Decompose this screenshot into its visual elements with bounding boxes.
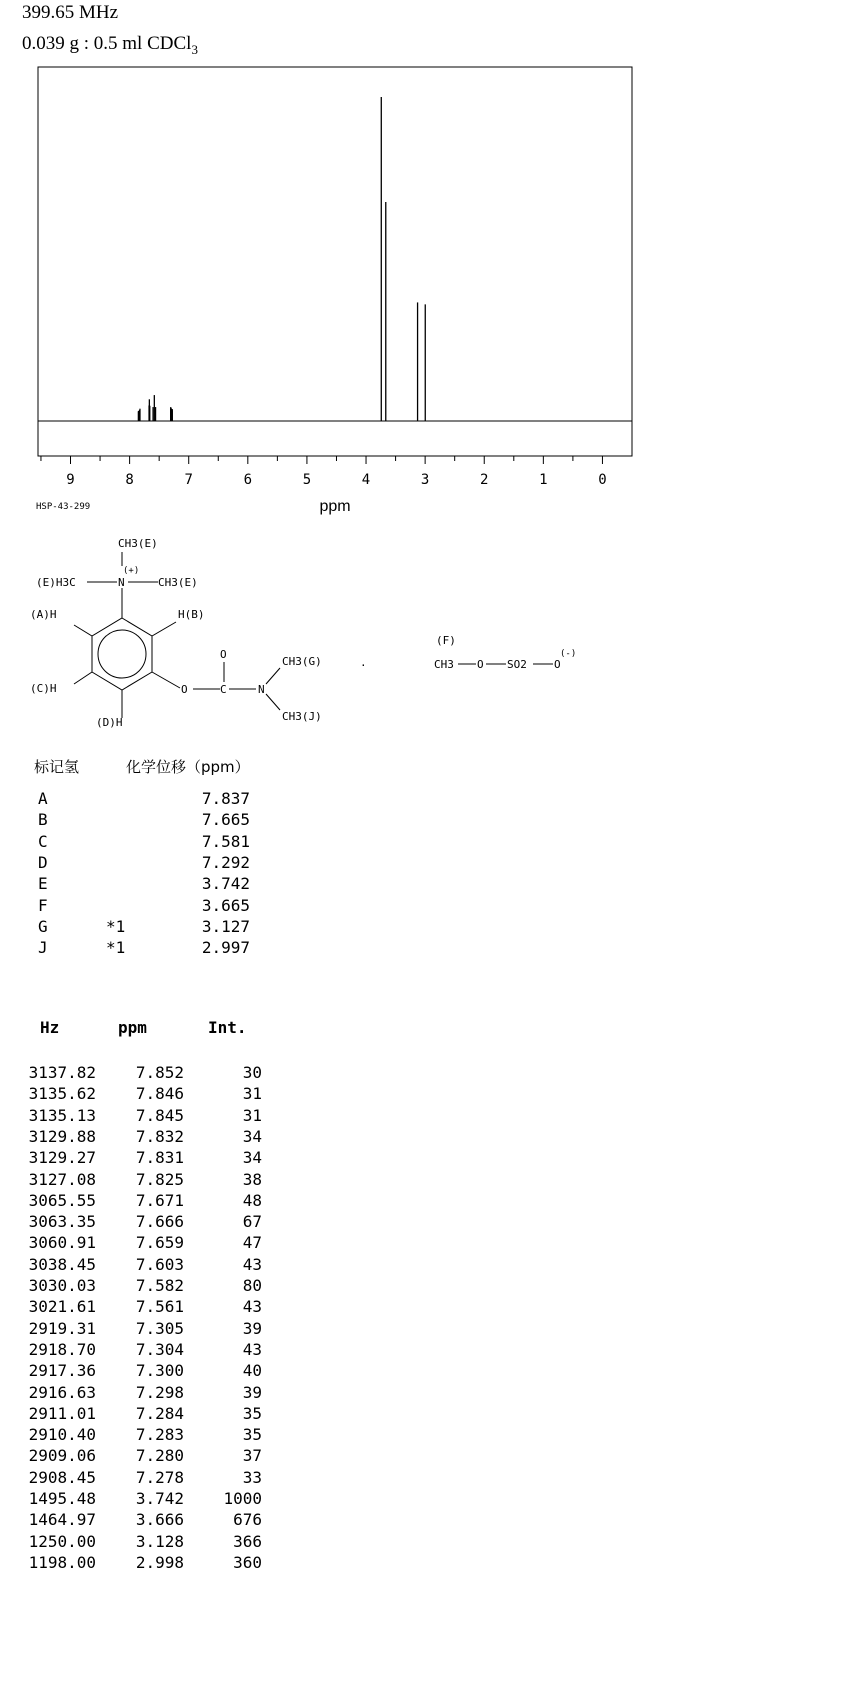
peak-int: 31 xyxy=(242,1084,262,1104)
peak-int: 80 xyxy=(242,1276,262,1295)
peak-row xyxy=(0,1296,280,1317)
assignment-ppm: 7.837 xyxy=(201,789,250,808)
peak-ppm: 7.304 xyxy=(135,1339,184,1359)
x-tick-label: 5 xyxy=(302,472,312,488)
peak-ppm: 7.831 xyxy=(135,1148,184,1168)
peak-hz: 3129.88 xyxy=(28,1126,96,1146)
peak-int: 47 xyxy=(242,1233,262,1253)
assignment-row xyxy=(0,831,300,852)
label-h-b: H(B) xyxy=(178,608,205,621)
assignment-label: B xyxy=(38,810,48,830)
peak-int: 360 xyxy=(233,1552,262,1572)
peak-int: 1000 xyxy=(223,1489,262,1508)
x-tick-label: 9 xyxy=(66,472,75,488)
peak-row xyxy=(0,1488,280,1509)
peak-row xyxy=(0,1083,280,1104)
assignment-ppm: 7.581 xyxy=(201,831,250,851)
assignment-row xyxy=(0,852,300,873)
peak-hz: 2916.63 xyxy=(28,1382,96,1402)
x-tick-label: 7 xyxy=(184,472,193,488)
assignment-row xyxy=(0,895,300,916)
peak-ppm: 7.852 xyxy=(135,1063,184,1082)
peak-ppm: 7.659 xyxy=(135,1233,184,1253)
assignment-ppm: 7.665 xyxy=(201,810,250,830)
label-h-a: (A)H xyxy=(30,608,57,621)
label-ch3-top: CH3(E) xyxy=(118,537,158,550)
peak-hz: 1495.48 xyxy=(28,1489,96,1508)
assignment-row xyxy=(0,873,300,894)
peak-row xyxy=(0,1403,280,1424)
peak-hz: 3063.35 xyxy=(28,1212,96,1232)
peak-int: 366 xyxy=(233,1531,262,1551)
peak-hz: 3065.55 xyxy=(28,1190,96,1210)
peak-int: 30 xyxy=(242,1063,262,1082)
peak-hz: 3060.91 xyxy=(28,1233,96,1253)
peak-int: 38 xyxy=(242,1169,262,1189)
peak-row xyxy=(0,1105,280,1126)
assignment-label: C xyxy=(38,831,48,851)
x-axis-label: ppm xyxy=(319,498,351,515)
peak-ppm: 7.603 xyxy=(135,1254,184,1274)
peak-ppm: 7.280 xyxy=(135,1446,184,1466)
peak-hz: 1250.00 xyxy=(28,1531,96,1551)
benzene-ring xyxy=(92,618,152,690)
x-tick-label: 8 xyxy=(125,472,134,488)
assignment-row xyxy=(0,788,300,809)
label-mesyl-so2: SO2 xyxy=(507,658,527,671)
peak-int: 37 xyxy=(242,1446,262,1466)
peak-row xyxy=(0,1169,280,1190)
peak-ppm: 7.846 xyxy=(135,1084,184,1104)
assignment-header-shift: 化学位移（ppm） xyxy=(126,758,250,776)
peak-row xyxy=(0,1424,280,1445)
peak-ppm: 7.305 xyxy=(135,1318,184,1338)
peak-hz: 3127.08 xyxy=(28,1169,96,1189)
label-h-d: (D)H xyxy=(96,716,123,729)
peak-int: 39 xyxy=(242,1318,262,1338)
peak-header-hz: Hz xyxy=(40,1018,60,1037)
assignment-ppm: 7.292 xyxy=(201,852,250,872)
label-n-charge: (+) xyxy=(123,566,140,576)
assignment-ppm: 3.742 xyxy=(201,874,250,894)
peak-hz: 3129.27 xyxy=(28,1148,96,1168)
label-o-ester: O xyxy=(181,683,188,696)
peak-int: 34 xyxy=(242,1126,262,1146)
peak-row xyxy=(0,1552,280,1573)
label-ch3-right: CH3(E) xyxy=(158,576,198,589)
assignment-note: *1 xyxy=(106,916,126,936)
peak-header-int: Int. xyxy=(208,1018,247,1037)
structure-bonds xyxy=(74,552,553,718)
x-tick-label: 3 xyxy=(420,472,430,488)
peak-row xyxy=(0,1232,280,1253)
assignment-ppm: 3.665 xyxy=(201,895,250,915)
peak-ppm: 7.561 xyxy=(135,1297,184,1317)
peak-row xyxy=(0,1382,280,1403)
peak-ppm: 3.742 xyxy=(135,1489,184,1508)
peak-hz: 2917.36 xyxy=(28,1361,96,1381)
peak-int: 40 xyxy=(242,1361,262,1381)
x-tick-label: 2 xyxy=(480,472,489,488)
peak-hz: 2919.31 xyxy=(28,1318,96,1338)
frequency-label: 399.65 MHz xyxy=(22,2,119,23)
x-tick-label: 6 xyxy=(243,472,253,488)
bond-ring-o xyxy=(152,672,180,688)
peak-row xyxy=(0,1275,280,1296)
peak-int: 676 xyxy=(233,1510,262,1530)
bond-ring-hb xyxy=(152,622,176,636)
label-n-amide: N xyxy=(258,683,265,696)
chemical-structure xyxy=(0,0,850,760)
peak-hz: 2909.06 xyxy=(28,1446,96,1466)
sample-label-subscript: 3 xyxy=(191,41,198,57)
peak-hz: 3135.62 xyxy=(28,1084,96,1104)
aromatic-circle xyxy=(98,630,146,678)
assignment-header-h: 标记氢 xyxy=(34,758,80,776)
peak-ppm: 7.283 xyxy=(135,1425,184,1445)
peak-row xyxy=(0,1445,280,1466)
peak-row xyxy=(0,1254,280,1275)
peak-int: 35 xyxy=(242,1403,262,1423)
peak-int: 39 xyxy=(242,1382,262,1402)
assignment-ppm: 2.997 xyxy=(201,938,250,958)
peak-row xyxy=(0,1190,280,1211)
peak-hz: 3137.82 xyxy=(28,1063,96,1082)
label-h-c: (C)H xyxy=(30,682,57,695)
assignment-label: A xyxy=(38,789,48,808)
peak-ppm: 7.671 xyxy=(135,1190,184,1210)
label-ch3-j: CH3(J) xyxy=(282,710,322,723)
peak-int: 31 xyxy=(242,1105,262,1125)
peak-int: 67 xyxy=(242,1212,262,1232)
assignment-label: G xyxy=(38,916,48,936)
peak-ppm: 2.998 xyxy=(135,1552,184,1572)
peak-int: 35 xyxy=(242,1425,262,1445)
peak-row xyxy=(0,1509,280,1530)
assignment-label: E xyxy=(38,874,48,894)
peak-row xyxy=(0,1147,280,1168)
peak-hz: 3021.61 xyxy=(28,1297,96,1317)
peak-hz: 3038.45 xyxy=(28,1254,96,1274)
assignment-label: F xyxy=(38,895,48,915)
assignment-row xyxy=(0,809,300,830)
peak-hz: 2918.70 xyxy=(28,1339,96,1359)
peak-hz: 2908.45 xyxy=(28,1467,96,1487)
spectrum-code: HSP-43-299 xyxy=(36,502,91,512)
bond-ring-ha xyxy=(74,625,92,636)
peak-row xyxy=(0,1062,280,1083)
x-tick-label: 0 xyxy=(598,472,607,488)
label-minus-charge: (-) xyxy=(560,649,577,659)
assignment-row xyxy=(0,937,300,958)
peak-ppm: 7.300 xyxy=(135,1361,184,1381)
label-f: (F) xyxy=(436,634,456,647)
peak-int: 48 xyxy=(242,1190,262,1210)
peak-ppm: 7.278 xyxy=(135,1467,184,1487)
peak-row xyxy=(0,1126,280,1147)
peak-row xyxy=(0,1318,280,1339)
label-mesyl-o: O xyxy=(477,658,484,671)
peak-ppm: 7.666 xyxy=(135,1212,184,1232)
peak-hz: 3030.03 xyxy=(28,1276,96,1295)
assignment-ppm: 3.127 xyxy=(201,916,250,936)
peak-hz: 1198.00 xyxy=(28,1552,96,1572)
assignment-label: J xyxy=(38,938,48,958)
label-mesyl-o-minus: O xyxy=(554,658,561,671)
peak-int: 43 xyxy=(242,1339,262,1359)
peak-ppm: 7.832 xyxy=(135,1126,184,1146)
peak-hz: 2910.40 xyxy=(28,1425,96,1445)
peak-int: 33 xyxy=(242,1467,262,1487)
peak-hz: 2911.01 xyxy=(28,1403,96,1423)
label-ch3-g: CH3(G) xyxy=(282,655,322,668)
label-o-carbonyl: O xyxy=(220,648,227,661)
label-h3c-left: (E)H3C xyxy=(36,576,76,589)
peak-ppm: 7.845 xyxy=(135,1105,184,1125)
peak-row xyxy=(0,1211,280,1232)
peak-ppm: 7.298 xyxy=(135,1382,184,1402)
assignment-row xyxy=(0,916,300,937)
peak-hz: 1464.97 xyxy=(28,1510,96,1530)
label-n-ammonium: N xyxy=(118,576,125,589)
assignment-label: D xyxy=(38,852,48,872)
peak-ppm: 3.128 xyxy=(135,1531,184,1551)
assignment-note: *1 xyxy=(106,938,126,958)
peak-ppm: 3.666 xyxy=(135,1510,184,1530)
peak-ppm: 7.825 xyxy=(135,1169,184,1189)
peak-int: 43 xyxy=(242,1297,262,1317)
x-tick-label: 4 xyxy=(361,472,371,488)
peak-row xyxy=(0,1531,280,1552)
peak-row xyxy=(0,1467,280,1488)
peak-row xyxy=(0,1339,280,1360)
x-tick-label: 1 xyxy=(539,472,548,488)
bond-ring-hc xyxy=(74,672,92,684)
peak-int: 43 xyxy=(242,1254,262,1274)
peak-header-ppm: ppm xyxy=(118,1018,147,1037)
label-c-carbonyl: C xyxy=(220,683,227,696)
peak-hz: 3135.13 xyxy=(28,1105,96,1125)
separator-dot: . xyxy=(360,656,367,669)
bond-n-ch3g xyxy=(266,668,280,684)
bond-n-ch3j xyxy=(266,694,280,710)
peak-int: 34 xyxy=(242,1148,262,1168)
peak-row xyxy=(0,1360,280,1381)
peak-ppm: 7.284 xyxy=(135,1403,184,1423)
sample-label-main: 0.039 g : 0.5 ml CDCl xyxy=(22,33,192,54)
peak-ppm: 7.582 xyxy=(135,1276,184,1295)
label-mesyl-ch3: CH3 xyxy=(434,658,454,671)
